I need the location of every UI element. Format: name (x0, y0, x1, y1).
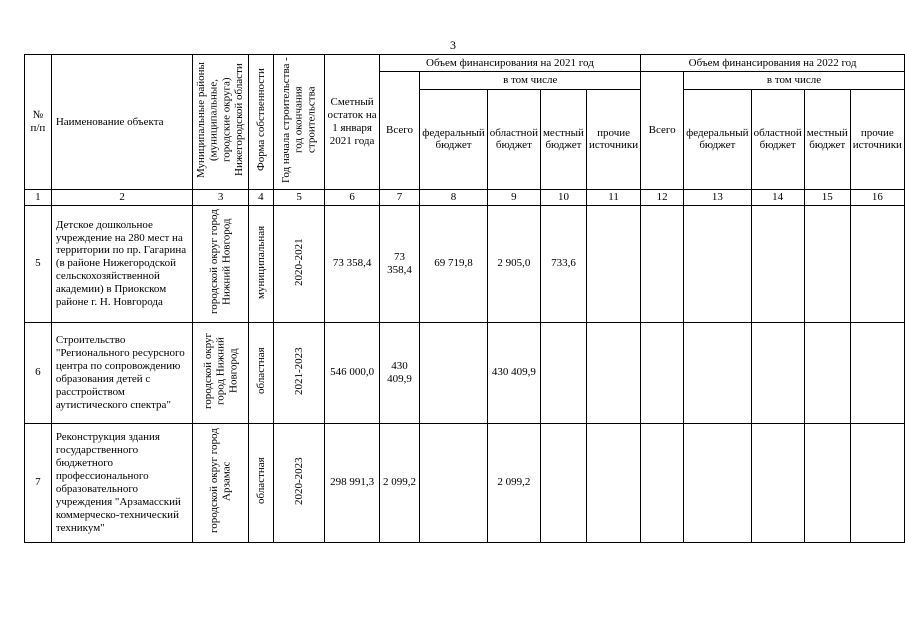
header-including-2021: в том числе (420, 72, 641, 90)
header-row-1 (25, 55, 905, 72)
row-num: 7 (25, 423, 52, 542)
row-regional-2022 (751, 423, 804, 542)
row-name: Детское дошкольное учреждение на 280 мест на территории по пр. Гагарина (в районе Нижегородской сельскохозяйственной академии) в Приокском районе г. Н. Новгорода (51, 205, 193, 322)
financing-table (24, 54, 905, 543)
header-name: Наименование объекта (51, 55, 193, 190)
header-ownership: Форма собственности (248, 55, 273, 190)
row-num: 6 (25, 322, 52, 423)
row-estimate: 546 000,0 (325, 322, 379, 423)
row-district: городской округ город Нижний Новгород (193, 205, 249, 322)
row-ownership: муниципальная (248, 205, 273, 322)
row-federal-2022 (684, 205, 752, 322)
header-fin-2022: Объем финансирования на 2022 год (641, 55, 905, 72)
row-local-2022 (804, 322, 850, 423)
column-number: 6 (325, 189, 379, 205)
row-years: 2021-2023 (273, 322, 325, 423)
row-total-2022 (641, 205, 684, 322)
table-row (25, 423, 905, 542)
row-total-2021: 73 358,4 (379, 205, 420, 322)
row-federal-2022 (684, 322, 752, 423)
row-other-2021 (586, 205, 640, 322)
header-regional-2021: областной бюджет (487, 89, 540, 189)
column-number: 4 (248, 189, 273, 205)
header-other-2022: прочие источники (850, 89, 904, 189)
header-including-2022: в том числе (684, 72, 905, 90)
row-other-2021 (586, 423, 640, 542)
row-other-2022 (850, 423, 904, 542)
row-total-2021: 430 409,9 (379, 322, 420, 423)
column-number-row (25, 189, 905, 205)
column-number: 11 (586, 189, 640, 205)
column-number: 14 (751, 189, 804, 205)
header-local-2021: местный бюджет (540, 89, 586, 189)
column-number: 8 (420, 189, 488, 205)
column-number: 12 (641, 189, 684, 205)
column-number: 13 (684, 189, 752, 205)
header-num: № п/п (25, 55, 52, 190)
column-number: 5 (273, 189, 325, 205)
row-total-2021: 2 099,2 (379, 423, 420, 542)
column-number: 7 (379, 189, 420, 205)
header-district: Муниципальные районы (муниципальные, городские округа) Нижегородской области (193, 55, 249, 190)
row-regional-2022 (751, 205, 804, 322)
row-regional-2021: 2 099,2 (487, 423, 540, 542)
row-federal-2021 (420, 322, 488, 423)
row-total-2022 (641, 322, 684, 423)
column-number: 3 (193, 189, 249, 205)
column-number: 2 (51, 189, 193, 205)
row-local-2021: 733,6 (540, 205, 586, 322)
header-federal-2021: федеральный бюджет (420, 89, 488, 189)
row-local-2021 (540, 322, 586, 423)
row-regional-2022 (751, 322, 804, 423)
row-name: Реконструкция здания государственного бюджетного профессионального образовательного учреждения "Арзамасский коммерческо-технический техникум" (51, 423, 193, 542)
row-other-2022 (850, 205, 904, 322)
row-local-2022 (804, 423, 850, 542)
column-number: 10 (540, 189, 586, 205)
row-name: Строительство "Регионального ресурсного центра по сопровождению образования детей с расстройством аутистического спектра" (51, 322, 193, 423)
header-local-2022: местный бюджет (804, 89, 850, 189)
row-total-2022 (641, 423, 684, 542)
row-ownership: областная (248, 322, 273, 423)
row-district: городской округ город Нижний Новгород (193, 322, 249, 423)
column-number: 15 (804, 189, 850, 205)
column-number: 9 (487, 189, 540, 205)
row-estimate: 298 991,3 (325, 423, 379, 542)
row-federal-2021 (420, 423, 488, 542)
table-row (25, 205, 905, 322)
table-row (25, 322, 905, 423)
row-federal-2022 (684, 423, 752, 542)
row-federal-2021: 69 719,8 (420, 205, 488, 322)
header-other-2021: прочие источники (586, 89, 640, 189)
header-federal-2022: федеральный бюджет (684, 89, 752, 189)
header-total-2022: Всего (641, 72, 684, 190)
column-number: 1 (25, 189, 52, 205)
row-local-2021 (540, 423, 586, 542)
header-regional-2022: областной бюджет (751, 89, 804, 189)
row-other-2021 (586, 322, 640, 423)
row-ownership: областная (248, 423, 273, 542)
row-local-2022 (804, 205, 850, 322)
header-years: Год начала строительства - год окончания строительства (273, 55, 325, 190)
row-num: 5 (25, 205, 52, 322)
column-number: 16 (850, 189, 904, 205)
row-regional-2021: 2 905,0 (487, 205, 540, 322)
row-regional-2021: 430 409,9 (487, 322, 540, 423)
row-years: 2020-2023 (273, 423, 325, 542)
row-other-2022 (850, 322, 904, 423)
row-estimate: 73 358,4 (325, 205, 379, 322)
header-estimate: Сметный остаток на 1 января 2021 года (325, 55, 379, 190)
row-district: городской округ город Арзамас (193, 423, 249, 542)
page-number: 3 (450, 38, 456, 52)
row-years: 2020-2021 (273, 205, 325, 322)
header-total-2021: Всего (379, 72, 420, 190)
header-fin-2021: Объем финансирования на 2021 год (379, 55, 640, 72)
